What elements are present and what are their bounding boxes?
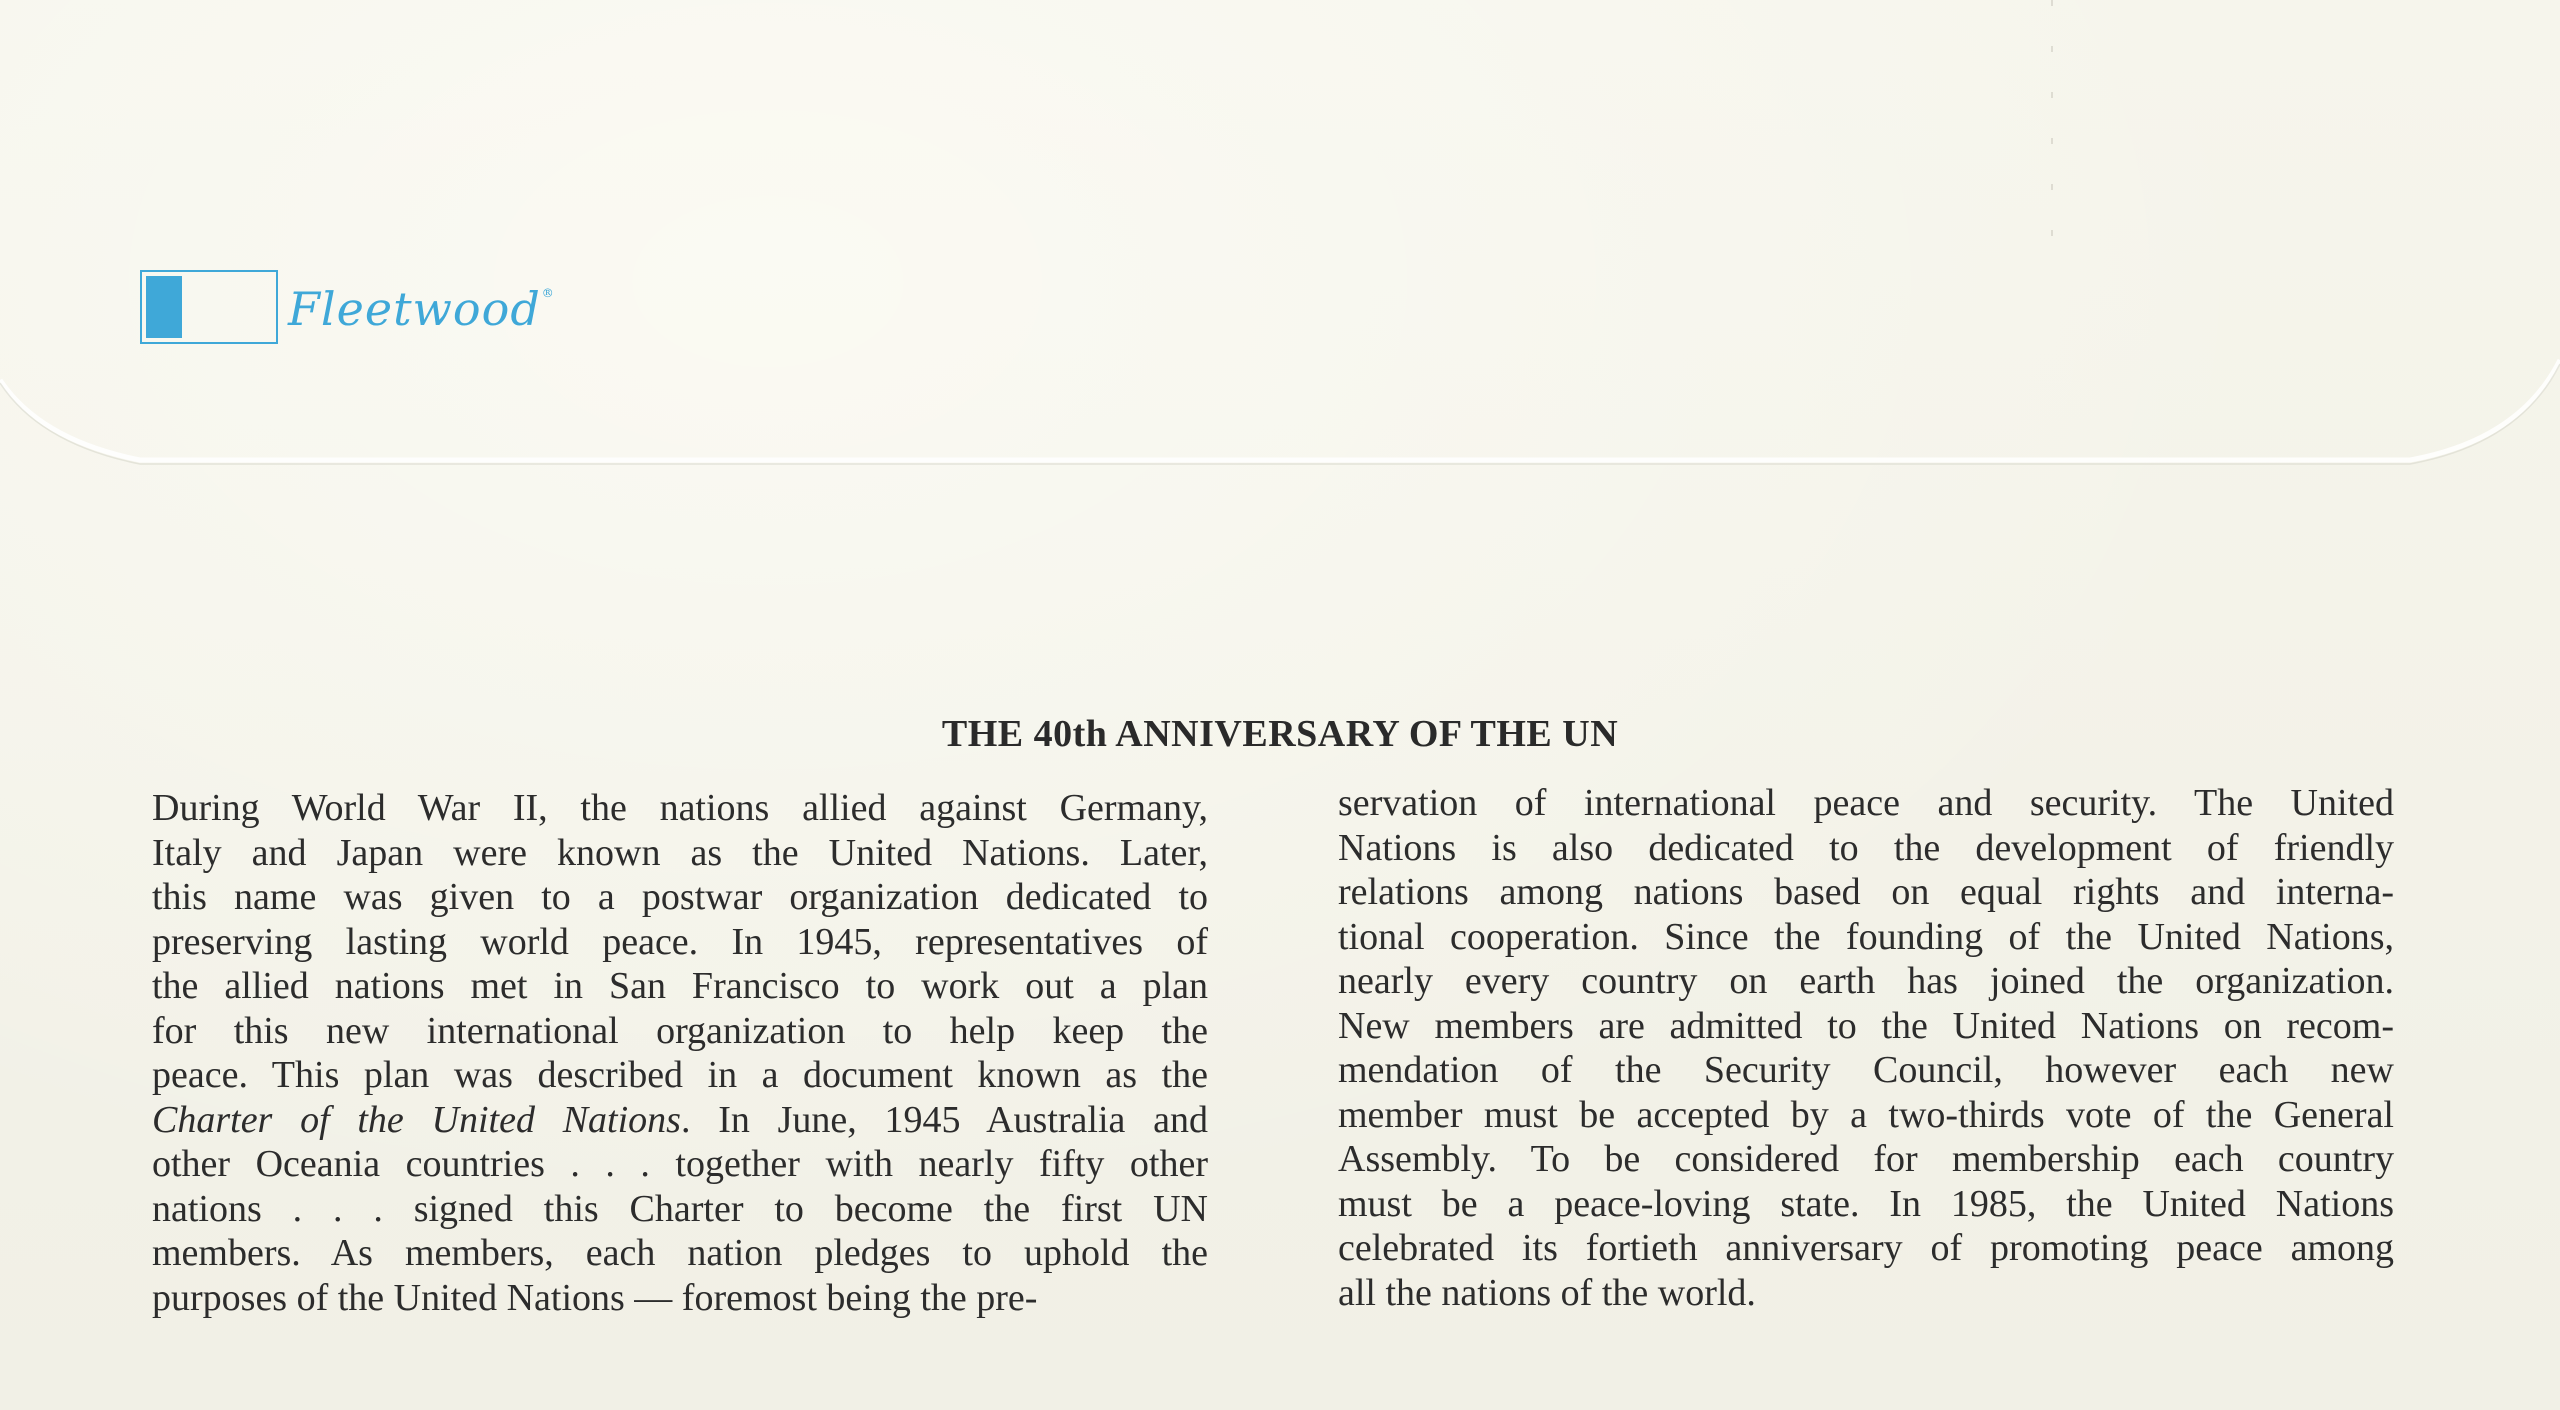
text-line: the allied nations met in San Francisco to work out a plan xyxy=(152,965,1208,1007)
text-line: During World War II, the nations allied against Germany, xyxy=(152,787,1208,829)
text-line: this name was given to a postwar organization dedicated to xyxy=(152,876,1208,918)
fleetwood-logo xyxy=(140,268,555,346)
text-line-rest: . In June, 1945 Australia and xyxy=(680,1098,1209,1141)
article-column-right xyxy=(1338,781,2394,1315)
charter-title-italic: Charter of the United Nations xyxy=(152,1098,681,1141)
logo-box-icon xyxy=(140,270,278,344)
logo-wordmark: Fleetwood® xyxy=(288,282,555,336)
text-line: peace. This plan was described in a document known as the xyxy=(152,1054,1208,1096)
text-line: nearly every country on earth has joined the organization. xyxy=(1338,960,2394,1002)
text-line xyxy=(152,1098,1208,1143)
text-line: relations among nations based on equal rights and interna- xyxy=(1338,871,2394,913)
envelope-flap-outline xyxy=(0,0,2560,480)
text-line: tional cooperation. Since the founding of the United Nations, xyxy=(1338,915,2394,958)
text-line: Italy and Japan were known as the United Nations. Later, xyxy=(152,831,1208,874)
text-line: preserving lasting world peace. In 1945, representatives of xyxy=(152,920,1208,963)
text-line: celebrated its fortieth anniversary of promoting peace among xyxy=(1338,1227,2394,1269)
text-line: members. As members, each nation pledges to uphold the xyxy=(152,1232,1208,1274)
text-line: New members are admitted to the United Nations on recom- xyxy=(1338,1004,2394,1047)
article-title: THE 40th ANNIVERSARY OF THE UN xyxy=(941,713,1619,755)
text-line: all the nations of the world. xyxy=(1338,1271,1756,1314)
text-line: purposes of the United Nations — foremost being the pre- xyxy=(152,1276,1038,1319)
text-line: member must be accepted by a two-thirds vote of the General xyxy=(1338,1093,2394,1136)
text-line: must be a peace-loving state. In 1985, the United Nations xyxy=(1338,1182,2394,1225)
text-line: mendation of the Security Council, however each new xyxy=(1338,1049,2394,1091)
text-line: nations . . . signed this Charter to become the first UN xyxy=(152,1187,1208,1230)
text-line: other Oceania countries . . . together with nearly fifty other xyxy=(152,1143,1208,1185)
article-column-left xyxy=(152,786,1208,1320)
text-line: Nations is also dedicated to the development of friendly xyxy=(1338,826,2394,869)
text-line: Assembly. To be considered for membership each country xyxy=(1338,1138,2394,1180)
text-line: for this new international organization to help keep the xyxy=(152,1009,1208,1052)
text-line: servation of international peace and security. The United xyxy=(1338,782,2394,824)
